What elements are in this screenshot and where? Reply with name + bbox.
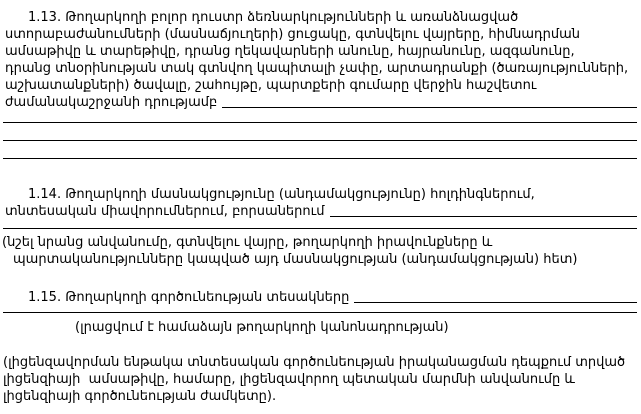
clause-1-14-note bbox=[2, 234, 637, 268]
license-note-line-1: (լիցենզավորման ենթակա տնտեսական գործունեության իրականացման դեպքում տրված bbox=[3, 355, 626, 370]
license-note-line-2: լիցենզիայի ամսաթիվը, համարը, լիցենզավորող պետական մարմնի անվանումը և bbox=[3, 372, 575, 387]
clause-1-14-tail-text: տնտեսական միավորումներում, բորսաներում bbox=[5, 204, 325, 219]
fill-in-line-1-14[interactable] bbox=[330, 203, 637, 217]
clause-1-15-tail-text: 1.15. Թողարկողի գործունեության տեսակները bbox=[28, 290, 350, 305]
clause-1-13-line-5: աշխատանքների) ծավալը, շահույթը, պարտքերի գումարը վերջին հաշվետու bbox=[5, 78, 537, 93]
fill-in-line[interactable] bbox=[3, 123, 637, 141]
clause-1-13-line-1: 1.13. Թողարկողի բոլոր դուստր ձեռնարկությունների և առանձնացված bbox=[28, 10, 519, 25]
fill-in-line[interactable] bbox=[3, 306, 637, 313]
clause-1-15-note bbox=[5, 319, 637, 336]
clause-1-14 bbox=[5, 186, 637, 220]
clause-1-13-line-2: ստորաբաժանումների (մասնաճյուղերի) ցուցակը, գտնվելու վայրերը, հիմնադրման bbox=[5, 27, 581, 42]
clause-1-13-line-3: ամսաթիվը և տարեթիվը, դրանց ղեկավարների անունը, հայրանունը, ազգանունը, bbox=[5, 44, 575, 59]
clause-1-14-line-1: 1.14. Թողարկողի մասնակցությունը (անդամակցությունը) հոլդինգներում, bbox=[28, 187, 535, 202]
license-note-line-3: լիցենզիայի գործունեության ժամկետը). bbox=[3, 389, 277, 404]
clause-1-14-fill-row bbox=[5, 203, 637, 220]
fill-in-line-1-13[interactable] bbox=[222, 94, 637, 108]
clause-1-14-note-line-2: պարտականությունները կապված այդ մասնակցության (անդամակցության) հետ) bbox=[13, 252, 578, 267]
clause-1-15-note-text: (լրացվում է համաձայն թողարկողի կանոնադրության) bbox=[75, 320, 449, 335]
clause-1-13-line-4: դրանց տնօրինության տակ գտնվող կապիտալի չափը, արտադրանքի (ծառայությունների, bbox=[5, 61, 629, 76]
clause-1-13-extra-fill-lines bbox=[3, 105, 637, 159]
fill-in-line-1-15[interactable] bbox=[354, 289, 637, 303]
fill-in-line[interactable] bbox=[3, 141, 637, 159]
clause-1-15 bbox=[5, 289, 637, 306]
clause-1-13 bbox=[5, 9, 637, 111]
clause-1-13-tail-text: ժամանակաշրջանի դրությամբ bbox=[5, 95, 218, 110]
clause-1-15-fill-row bbox=[5, 289, 637, 306]
license-note bbox=[3, 354, 637, 405]
fill-in-line[interactable] bbox=[3, 220, 637, 229]
clause-1-14-note-line-1: (նշել նրանց անվանումը, գտնվելու վայրը, թողարկողի իրավունքները և bbox=[2, 235, 493, 250]
